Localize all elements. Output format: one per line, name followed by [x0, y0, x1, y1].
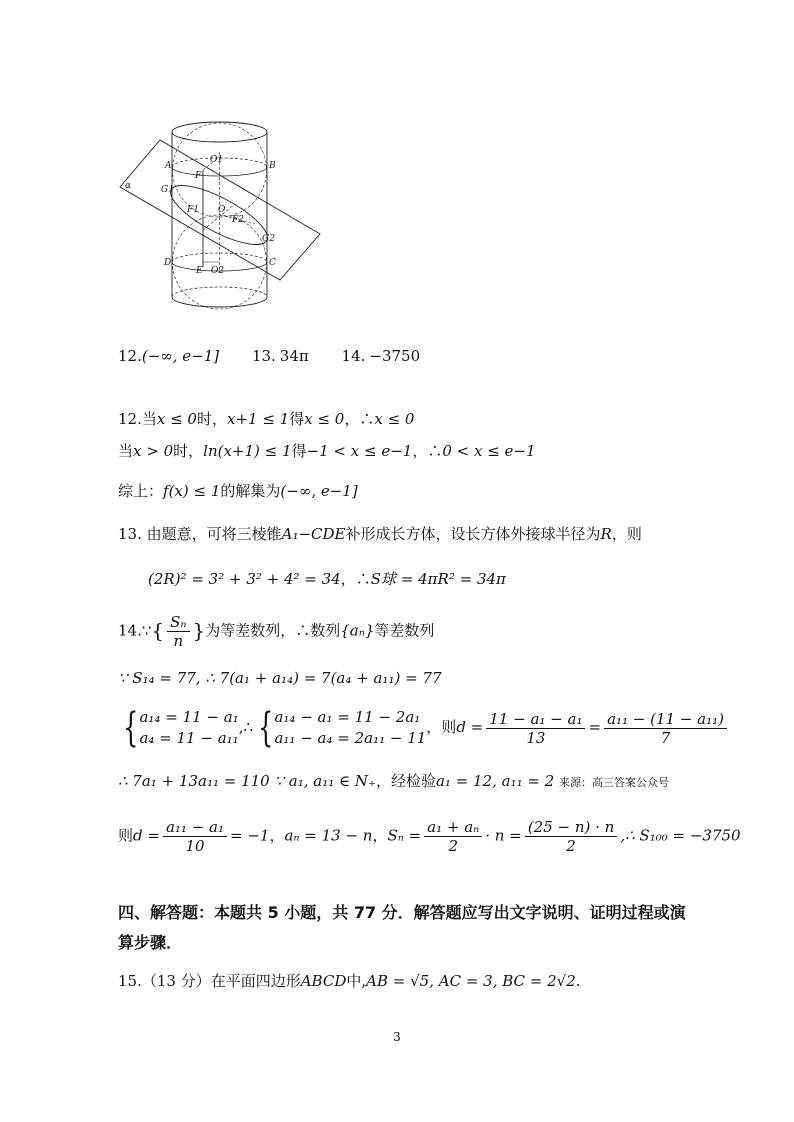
- math: {aₙ}: [340, 621, 375, 640]
- text: ，则: [611, 525, 642, 543]
- sol12-line1: [118, 408, 414, 430]
- system-2: a₁₄ − a₁ = 11 − 2a₁ a₁₁ − a₄ = 2a₁₁ − 11: [274, 708, 427, 747]
- answer-14-number: 14.: [341, 347, 366, 365]
- text: 当: [118, 442, 134, 460]
- answer-14: −3750: [369, 347, 421, 365]
- cylinder-figure: [115, 112, 330, 317]
- sol12-line3: [118, 480, 358, 502]
- fraction: $\frac{\text{a₁₁ − a₁}}{10}$: [163, 818, 227, 855]
- text: 时，: [196, 410, 227, 428]
- system-1: a₁₄ = 11 − a₁ a₄ = 11 − a₁₁: [139, 708, 239, 747]
- math: = −1: [230, 826, 270, 845]
- math: Sₙ =: [387, 826, 422, 845]
- text: 得: [289, 410, 305, 428]
- math: R: [600, 525, 612, 543]
- sol14-line5: [118, 818, 741, 855]
- label-G2: G2: [262, 234, 275, 244]
- math: ∴ 7a₁ + 13a₁₁ = 110 ∵ a₁, a₁₁ ∈ N₊: [118, 772, 376, 790]
- label-O: O: [218, 205, 226, 215]
- label-E: E: [196, 266, 203, 276]
- text: 12.当: [118, 410, 157, 428]
- math: d =: [456, 718, 484, 736]
- fraction: $\frac{(25 - n) \cdot n}{2}$: [525, 818, 618, 855]
- math: x ≤ 0: [156, 410, 197, 428]
- text: 15.（13 分）在平面四边形: [118, 972, 301, 990]
- math: x ≤ 0: [304, 410, 345, 428]
- fraction: $\frac{\text{11 − a₁ − a₁}}{13}$: [486, 710, 585, 747]
- text: 14.∵: [118, 621, 152, 640]
- text: 时，: [173, 442, 204, 460]
- label-A: A: [165, 161, 172, 171]
- answer-12: (−∞, e−1]: [141, 347, 220, 365]
- text: 为等差数列，∴数列: [205, 621, 341, 640]
- math: ,∴ S₁₀₀ = −3750: [620, 826, 741, 845]
- sol14-line3: { a₁₄ = 11 − a₁ a₄ = 11 − a₁₁ ,∴ { a₁₄ − a₁ = 11 − 2a₁ a₁₁ − a₄ = 2a₁₁ − 11 ，则d = $\frac{\text{11 − a₁ − a₁}}{13}$ = $\frac{\text{a₁₁ − (11 − a₁₁)}}{7}$: [118, 707, 730, 749]
- sol13-line1: [118, 523, 642, 545]
- text: ，: [269, 826, 285, 845]
- math: (−∞, e−1]: [280, 482, 358, 500]
- label-G1: G1: [161, 185, 174, 195]
- text: 中,: [346, 972, 367, 990]
- label-F2: F2: [232, 215, 244, 225]
- math: · n =: [485, 826, 522, 845]
- math: ∵ S₁₄ = 77, ∴ 7(a₁ + a₁₄) = 7(a₄ + a₁₁) = 77: [118, 669, 442, 687]
- math: aₙ = 13 − n: [284, 826, 373, 845]
- sol14-line2: [118, 667, 442, 689]
- sol14-line1: 14.∵{ $\frac{\text{Sₙ}}{n}$ }为等差数列，∴数列{aₙ}等差数列: [118, 613, 435, 650]
- math: f(x) ≤ 1: [163, 482, 221, 500]
- label-O2: O2: [211, 266, 225, 276]
- math: A₁−CDE: [281, 525, 346, 543]
- label-C: C: [269, 258, 276, 268]
- text: 补形成长方体，设长方体外接球半径为: [345, 525, 601, 543]
- text: 得: [291, 442, 307, 460]
- label-D: D: [164, 258, 172, 268]
- label-F: F: [195, 171, 202, 181]
- text: ，经检验: [375, 772, 436, 790]
- text: ,∴: [238, 718, 253, 736]
- sol14-line4: [118, 770, 669, 794]
- answer-13: 34π: [279, 347, 309, 365]
- math: ln(x+1) ≤ 1: [203, 442, 292, 460]
- text: =: [588, 718, 602, 736]
- answer-12-number: 12.: [118, 347, 142, 365]
- fraction: $\frac{\text{a₁₁ − (11 − a₁₁)}}{7}$: [604, 710, 727, 747]
- sol12-line2: [118, 440, 536, 462]
- text: 则: [118, 826, 134, 845]
- text: 等差数列: [374, 621, 435, 640]
- text: 13. 由题意，可将三棱锥: [118, 525, 282, 543]
- answers-line: [118, 345, 420, 367]
- label-alpha: α: [125, 181, 132, 191]
- label-F1: F1: [187, 205, 199, 215]
- sol13-line2: [148, 568, 506, 590]
- math: a₁ = 12, a₁₁ = 2: [435, 772, 555, 790]
- question-15: [118, 970, 581, 992]
- fraction: $\frac{\text{Sₙ}}{n}$: [167, 613, 189, 650]
- math: AB = √5, AC = 3, BC = 2√2: [366, 972, 576, 990]
- section-heading-line1: 四、解答题：本题共 5 小题，共 77 分．解答题应写出文字说明、证明过程或演: [118, 903, 686, 922]
- text: .: [575, 972, 581, 990]
- page-number: 3: [393, 1030, 401, 1044]
- section-heading-line2: 算步骤．: [118, 933, 183, 952]
- math: −1 < x ≤ e−1: [306, 442, 413, 460]
- text: ，则: [426, 718, 457, 736]
- answer-13-number: 13.: [251, 347, 276, 365]
- math: x ≤ 0: [374, 410, 415, 428]
- text: ，∴: [412, 442, 443, 460]
- fraction: $\frac{\text{a₁ + aₙ}}{2}$: [424, 818, 482, 855]
- text: 的解集为: [220, 482, 281, 500]
- math: (2R)² = 3² + 3² + 4² = 34: [148, 570, 341, 588]
- text: ，: [372, 826, 388, 845]
- source-note: 来源：高三答案公众号: [559, 776, 670, 789]
- math: x > 0: [133, 442, 174, 460]
- math: S球 = 4πR² = 34π: [370, 570, 506, 588]
- math: ABCD: [300, 972, 347, 990]
- math: 0 < x ≤ e−1: [442, 442, 536, 460]
- text: ，∴: [344, 410, 375, 428]
- math: x+1 ≤ 1: [226, 410, 290, 428]
- text: 综上：: [118, 482, 164, 500]
- text: ，∴: [340, 570, 371, 588]
- label-O1: O1: [210, 155, 224, 165]
- math: d =: [133, 826, 160, 845]
- section-heading: [118, 898, 686, 958]
- label-B: B: [269, 161, 276, 171]
